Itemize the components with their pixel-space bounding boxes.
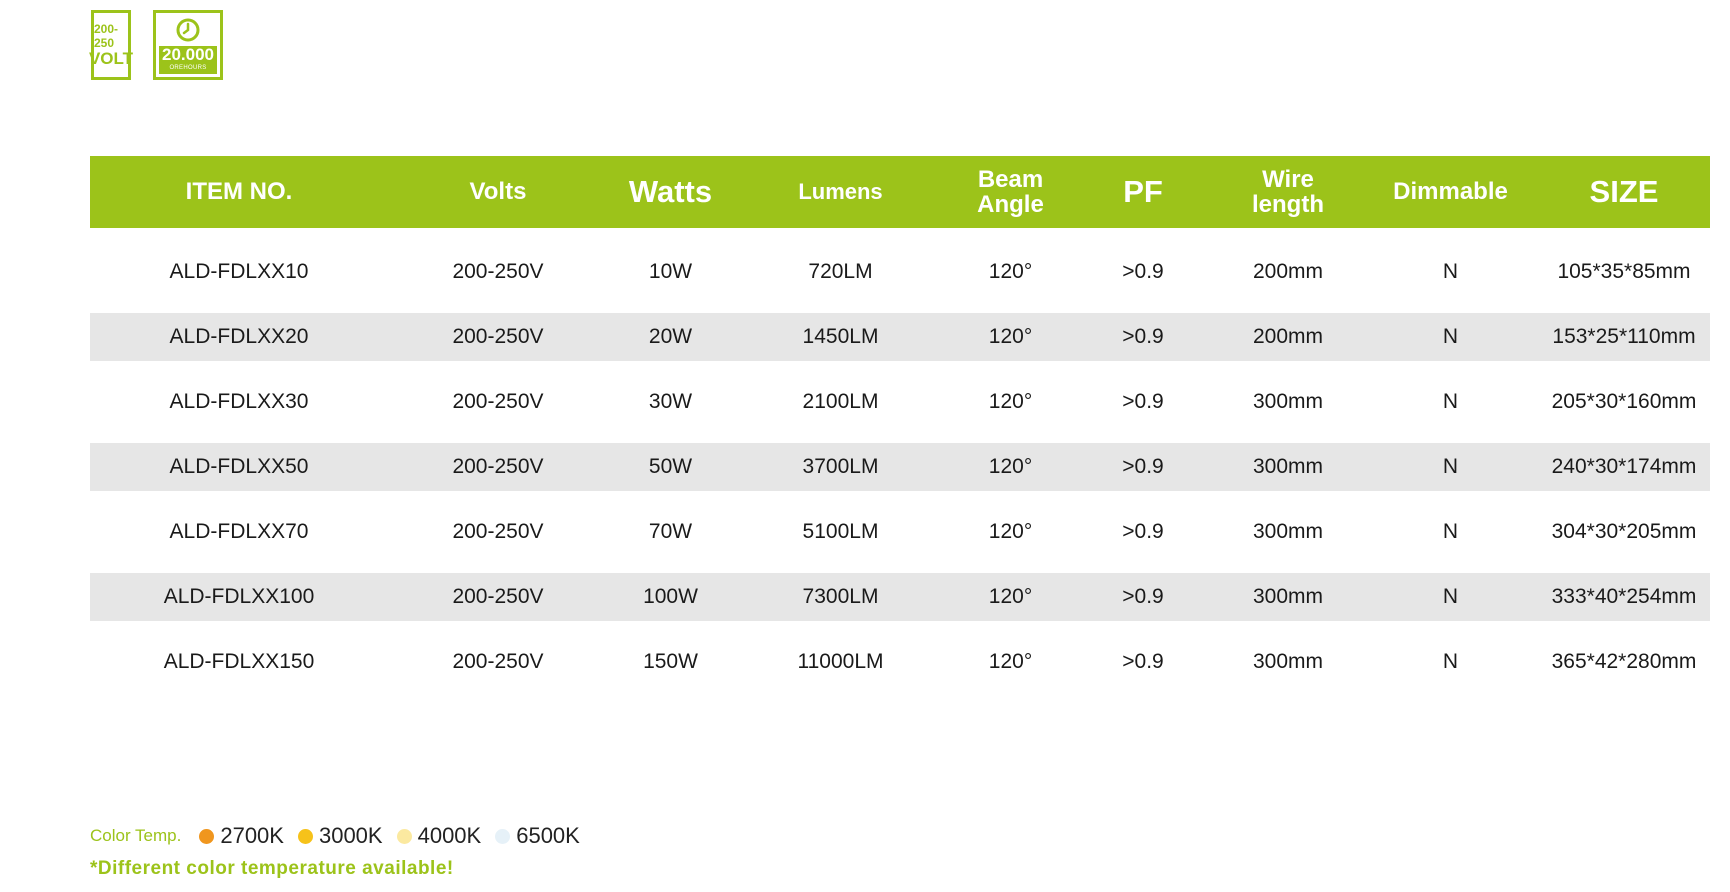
- table-cell: 200mm: [1252, 260, 1324, 283]
- table-cell: 30W: [648, 390, 693, 413]
- table-cell: 720LM: [808, 260, 873, 283]
- color-dot-icon: [495, 829, 510, 844]
- table-cell: 200-250V: [452, 650, 544, 673]
- table-cell: >0.9: [1122, 650, 1164, 673]
- header-lumens: Lumens: [798, 179, 883, 204]
- table-cell: 200mm: [1252, 325, 1324, 348]
- header-size: SIZE: [1589, 174, 1659, 209]
- table-cell: 20W: [648, 325, 693, 348]
- voltage-unit: VOLT: [88, 49, 134, 68]
- table-cell: 333*40*254mm: [1551, 585, 1697, 608]
- table-cell: ALD-FDLXX70: [169, 520, 309, 543]
- table-row: [90, 313, 1710, 361]
- header-item-no: ITEM NO.: [185, 178, 293, 205]
- table-cell: >0.9: [1122, 455, 1164, 478]
- table-cell: 300mm: [1252, 585, 1324, 608]
- table-cell: ALD-FDLXX150: [163, 650, 315, 673]
- header-watts: Watts: [628, 174, 713, 209]
- table-cell: >0.9: [1122, 260, 1164, 283]
- color-dot-icon: [397, 829, 412, 844]
- table-cell: 300mm: [1252, 390, 1324, 413]
- color-temp-item: [495, 823, 580, 849]
- table-cell: 200-250V: [452, 390, 544, 413]
- table-row: [90, 378, 1710, 426]
- table-cell: 150W: [643, 650, 698, 673]
- color-temp-list: [199, 823, 594, 849]
- table-cell: 70W: [648, 520, 693, 543]
- table-cell: 120°: [988, 260, 1033, 283]
- spec-badges: [88, 10, 223, 80]
- table-cell: 365*42*280mm: [1551, 650, 1697, 673]
- color-temp-value: 4000K: [417, 823, 482, 848]
- table-cell: 105*35*85mm: [1557, 260, 1691, 283]
- header-wire-length: Wire length: [1252, 166, 1324, 218]
- lifetime-value-box: [159, 46, 217, 74]
- table-cell: 300mm: [1252, 455, 1324, 478]
- table-cell: >0.9: [1122, 520, 1164, 543]
- table-cell: N: [1442, 455, 1459, 478]
- table-cell: 120°: [988, 585, 1033, 608]
- color-temp-item: [199, 823, 284, 849]
- table-cell: 2100LM: [802, 390, 879, 413]
- color-temp-value: 3000K: [318, 823, 383, 848]
- header-volts: Volts: [469, 178, 527, 205]
- table-cell: 304*30*205mm: [1551, 520, 1697, 543]
- table-cell: 200-250V: [452, 260, 544, 283]
- table-cell: >0.9: [1122, 325, 1164, 348]
- table-cell: N: [1442, 585, 1459, 608]
- clock-icon: [176, 18, 200, 42]
- table-cell: 1450LM: [802, 325, 879, 348]
- lifetime-badge: [153, 10, 223, 80]
- table-cell: >0.9: [1122, 390, 1164, 413]
- table-cell: 120°: [988, 520, 1033, 543]
- table-row: [90, 508, 1710, 556]
- color-temp-value: 6500K: [516, 823, 580, 848]
- table-cell: 240*30*174mm: [1551, 455, 1697, 478]
- table-cell: 120°: [988, 455, 1033, 478]
- table-cell: 200-250V: [452, 455, 544, 478]
- lifetime-unit: OREHOURS: [169, 65, 207, 71]
- color-dot-icon: [298, 829, 313, 844]
- table-cell: 5100LM: [802, 520, 879, 543]
- table-cell: 153*25*110mm: [1552, 325, 1696, 348]
- table-cell: 200-250V: [452, 520, 544, 543]
- color-temp-value: 2700K: [220, 823, 284, 848]
- table-cell: 300mm: [1252, 520, 1324, 543]
- table-header: [90, 156, 1710, 228]
- voltage-range: 200-250: [94, 22, 119, 50]
- table-cell: 205*30*160mm: [1551, 390, 1697, 413]
- table-cell: N: [1442, 520, 1459, 543]
- table-cell: 200-250V: [452, 585, 544, 608]
- table-cell: ALD-FDLXX50: [169, 455, 309, 478]
- table-cell: N: [1442, 390, 1459, 413]
- table-row: [90, 248, 1710, 296]
- table-cell: 7300LM: [802, 585, 879, 608]
- table-cell: 200-250V: [452, 325, 544, 348]
- header-dimmable: Dimmable: [1393, 178, 1508, 205]
- lifetime-hours: 20.000: [162, 45, 214, 64]
- voltage-badge: [88, 10, 134, 80]
- table-cell: ALD-FDLXX10: [169, 260, 309, 283]
- color-temp-note: *Different color temperature available!: [90, 858, 454, 879]
- header-pf: PF: [1123, 174, 1163, 209]
- table-cell: 300mm: [1252, 650, 1324, 673]
- color-temp-label: Color Temp.: [90, 826, 182, 845]
- table-cell: 50W: [648, 455, 693, 478]
- table-body: [90, 248, 1710, 686]
- table-cell: 3700LM: [802, 455, 879, 478]
- spec-table: [90, 156, 1710, 686]
- table-cell: ALD-FDLXX30: [169, 390, 309, 413]
- table-cell: N: [1442, 650, 1459, 673]
- table-row: [90, 638, 1710, 686]
- color-temp-item: [397, 823, 482, 849]
- header-beam-angle: Beam Angle: [977, 166, 1044, 218]
- table-cell: >0.9: [1122, 585, 1164, 608]
- table-cell: 120°: [988, 390, 1033, 413]
- table-cell: ALD-FDLXX100: [163, 585, 315, 608]
- table-cell: 11000LM: [797, 650, 884, 673]
- table-cell: 120°: [988, 325, 1033, 348]
- table-cell: 10W: [648, 260, 693, 283]
- color-dot-icon: [199, 829, 214, 844]
- color-temp-legend: [90, 823, 594, 849]
- color-temp-item: [298, 823, 383, 849]
- table-row: [90, 443, 1710, 491]
- table-cell: 100W: [643, 585, 698, 608]
- table-cell: 120°: [988, 650, 1033, 673]
- table-cell: ALD-FDLXX20: [169, 325, 309, 348]
- table-cell: N: [1442, 325, 1459, 348]
- table-cell: N: [1442, 260, 1459, 283]
- table-row: [90, 573, 1710, 621]
